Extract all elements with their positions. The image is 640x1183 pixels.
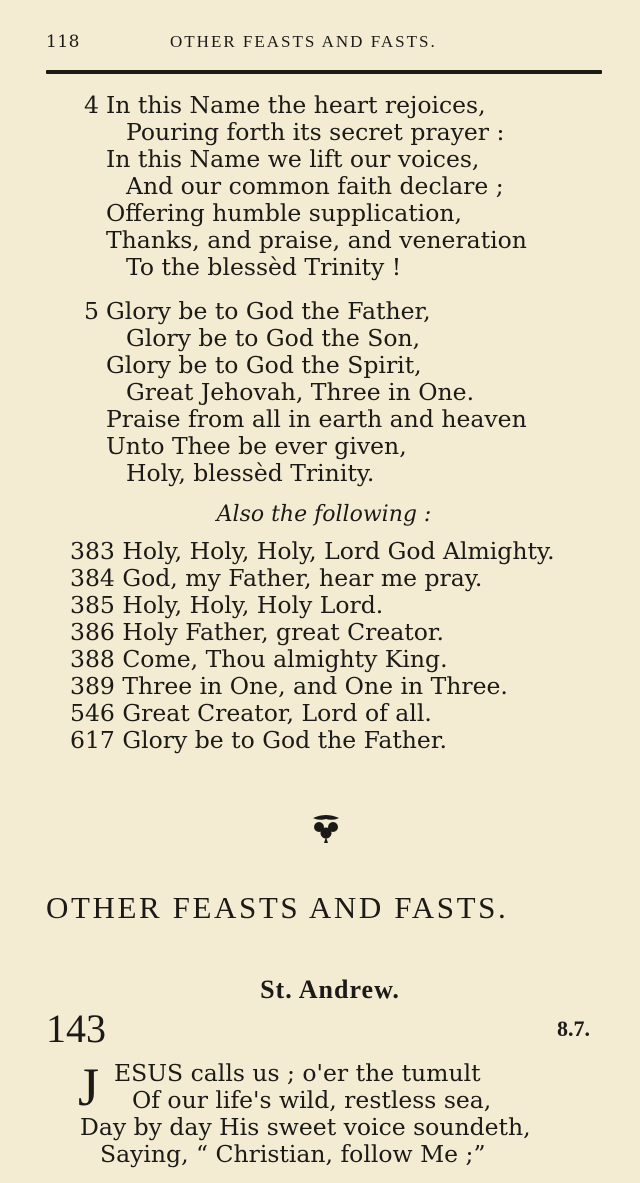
verse-line: ESUS calls us ; o'er the tumult bbox=[114, 1059, 481, 1087]
hymn-reference: 386 Holy Father, great Creator. bbox=[70, 618, 444, 646]
hymn-reference: 385 Holy, Holy, Holy Lord. bbox=[70, 591, 384, 619]
hymn-reference: 388 Come, Thou almighty King. bbox=[70, 645, 448, 673]
stanza-number: 5 bbox=[84, 297, 99, 325]
header-rule bbox=[46, 70, 602, 74]
fleuron-ornament-icon bbox=[309, 812, 343, 844]
hymn-heading: St. Andrew. bbox=[260, 975, 400, 1004]
verse-line: Praise from all in earth and heaven bbox=[106, 405, 527, 433]
page-number: 118 bbox=[46, 32, 80, 52]
verse-line: Pouring forth its secret prayer : bbox=[126, 118, 505, 146]
hymn-reference: 383 Holy, Holy, Holy, Lord God Almighty. bbox=[70, 537, 555, 565]
hymn-reference: 546 Great Creator, Lord of all. bbox=[70, 699, 432, 727]
also-following-label: Also the following : bbox=[216, 502, 432, 527]
verse-line: Great Jehovah, Three in One. bbox=[126, 378, 475, 406]
stanza-5 bbox=[84, 298, 527, 487]
verse-line: Thanks, and praise, and veneration bbox=[106, 226, 527, 254]
verse-line: Glory be to God the Spirit, bbox=[106, 351, 422, 379]
verse-line: 5 Glory be to God the Father, bbox=[84, 297, 431, 325]
hymn-reference: 384 God, my Father, hear me pray. bbox=[70, 564, 483, 592]
hymn-number: 143 bbox=[46, 1006, 106, 1051]
running-header bbox=[46, 30, 596, 56]
section-title: OTHER FEASTS AND FASTS. bbox=[46, 890, 509, 925]
stanza-4 bbox=[84, 92, 527, 281]
verse-line: Holy, blessèd Trinity. bbox=[126, 459, 375, 487]
hymn-reference-list bbox=[70, 538, 555, 754]
verse-line: Glory be to God the Son, bbox=[126, 324, 421, 352]
running-title: OTHER FEASTS AND FASTS. bbox=[170, 32, 437, 51]
verse-line: Day by day His sweet voice soundeth, bbox=[80, 1113, 531, 1141]
verse-line: Unto Thee be ever given, bbox=[106, 432, 407, 460]
drop-cap: J bbox=[78, 1057, 100, 1117]
hymn-reference: 389 Three in One, and One in Three. bbox=[70, 672, 508, 700]
verse-line: To the blessèd Trinity ! bbox=[126, 253, 402, 281]
verse-line: In this Name we lift our voices, bbox=[106, 145, 480, 173]
verse-line: And our common faith declare ; bbox=[126, 172, 504, 200]
hymn-143-stanza-1 bbox=[78, 1057, 531, 1168]
verse-line: 4 In this Name the heart rejoices, bbox=[84, 91, 486, 119]
hymn-meter: 8.7. bbox=[557, 1016, 590, 1041]
verse-line: Saying, “ Christian, follow Me ;” bbox=[100, 1140, 486, 1168]
hymn-reference: 617 Glory be to God the Father. bbox=[70, 726, 447, 754]
stanza-number: 4 bbox=[84, 91, 99, 119]
verse-line: Offering humble supplication, bbox=[106, 199, 462, 227]
verse-line: Of our life's wild, restless sea, bbox=[132, 1086, 492, 1114]
